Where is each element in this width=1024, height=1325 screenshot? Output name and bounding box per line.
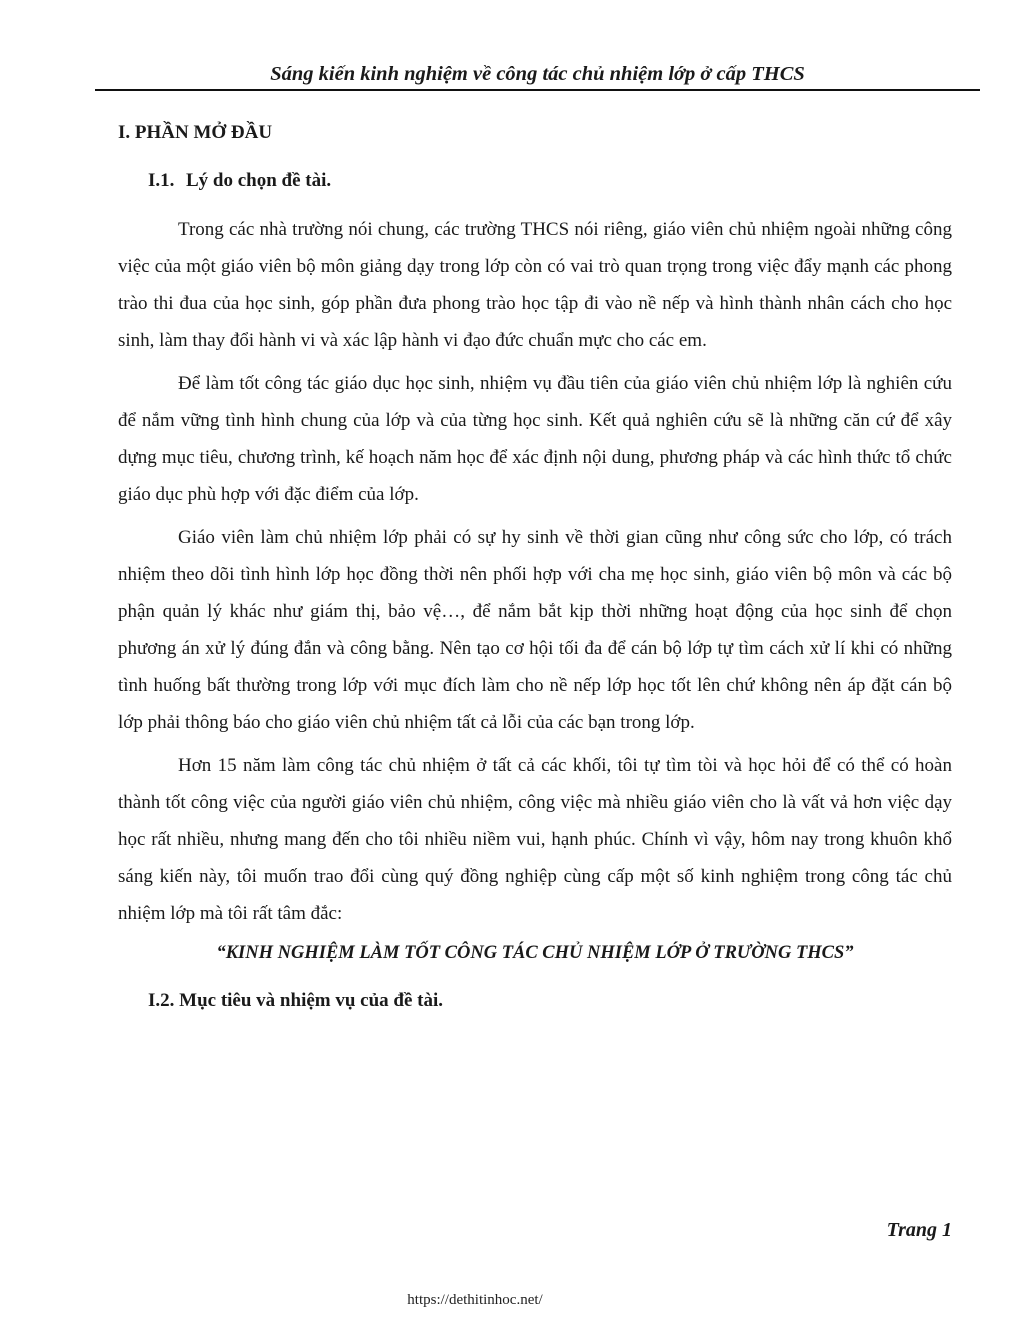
paragraph-3: Giáo viên làm chủ nhiệm lớp phải có sự hy sinh về thời gian cũng như công sức cho lớp, có trách nhiệm theo dõi tình hình lớp học đồng thời nên phối hợp với cha mẹ học sinh, giáo viên bộ môn và các bộ phận quản lý khác như giám thị, bảo vệ…, để nắm bắt kịp thời những hoạt động của học sinh để chọn phương án xử lý đúng đắn và công bằng. Nên tạo cơ hội tối đa để cán bộ lớp tự tìm cách xử lí khi có những tình huống bất thường trong lớp với mục đích làm cho nề nếp lớp học tốt lên chứ không nên áp đặt cán bộ lớp phải thông báo cho giáo viên chủ nhiệm tất cả lỗi của các bạn trong lớp. (118, 527, 952, 733)
subsection-title: Lý do chọn đề tài. (186, 170, 332, 191)
subsection-heading-1 (148, 166, 952, 196)
page-number: Trang 1 (886, 1219, 952, 1241)
section-heading: I. PHẦN MỞ ĐẦU (118, 122, 273, 143)
paragraph-2: Để làm tốt công tác giáo dục học sinh, nhiệm vụ đầu tiên của giáo viên chủ nhiệm lớp là nghiên cứu để nắm vững tình hình chung của lớp và của từng học sinh. Kết quả nghiên cứu sẽ là những căn cứ để xây dựng mục tiêu, chương trình, kế hoạch năm học để xác định nội dung, phương pháp và các hình thức tổ chức giáo dục phù hợp với đặc điểm của lớp. (118, 373, 952, 505)
subsection-heading-2: I.2. Mục tiêu và nhiệm vụ của đề tài. (148, 990, 444, 1011)
paragraph-4: Hơn 15 năm làm công tác chủ nhiệm ở tất cả các khối, tôi tự tìm tòi và học hỏi để có thể có hoàn thành tốt công việc của người giáo viên chủ nhiệm, công việc mà nhiều giáo viên cho là vất vả hơn việc dạy học rất nhiều, nhưng mang đến cho tôi nhiều niềm vui, hạnh phúc. Chính vì vậy, hôm nay trong khuôn khổ sáng kiến này, tôi muốn trao đổi cùng quý đồng nghiệp cùng cấp một số kinh nghiệm trong công tác chủ nhiệm lớp mà tôi rất tâm đắc: (118, 755, 952, 924)
topic-title-quote: “KINH NGHIỆM LÀM TỐT CÔNG TÁC CHỦ NHIỆM LỚP Ở TRƯỜNG THCS” (216, 943, 854, 963)
document-body (118, 118, 952, 1016)
header-divider (95, 89, 980, 91)
document-header-title: Sáng kiến kinh nghiệm về công tác chủ nhiệm lớp ở cấp THCS (270, 63, 805, 85)
footer-url: https://dethitinhoc.net/ (407, 1292, 543, 1308)
subsection-number: I.1. (148, 170, 175, 191)
paragraph-1: Trong các nhà trường nói chung, các trường THCS nói riêng, giáo viên chủ nhiệm ngoài những công việc của một giáo viên bộ môn giảng dạy trong lớp còn có vai trò quan trọng trong việc đẩy mạnh các phong trào thi đua của học sinh, góp phần đưa phong trào học tập đi vào nề nếp và hình thành nhân cách cho học sinh, làm thay đổi hành vi và xác lập hành vi đạo đức chuẩn mực cho các em. (118, 219, 952, 351)
